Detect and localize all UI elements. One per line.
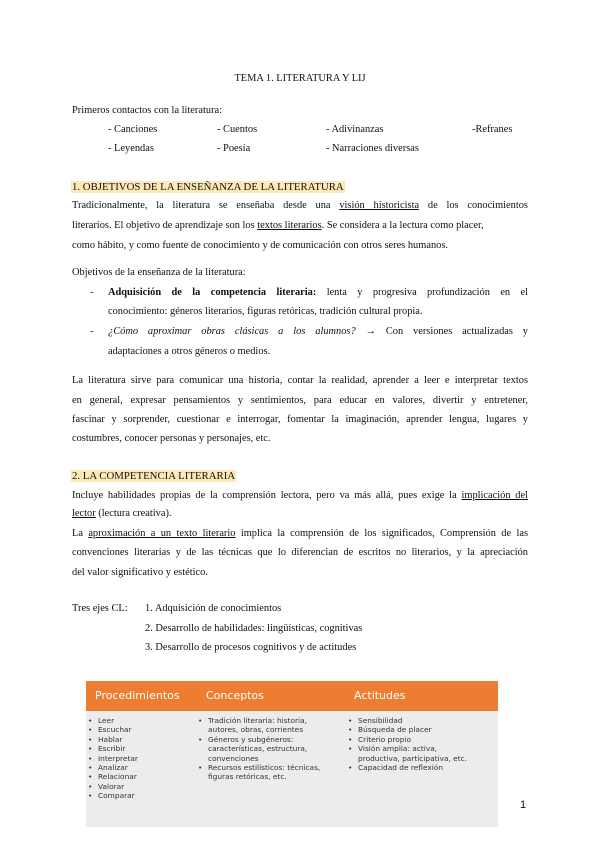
text-fragment: literarios. El objetivo de aprendizaje son los [72, 220, 255, 231]
paragraph-line: fascinar y sorprender, cuestionar e interrogar, fomentar la imaginación, aprender lengua, lugares y [72, 414, 528, 425]
axis-item: 3. Desarrollo de procesos cognitivos y de actitudes [145, 642, 357, 653]
section2-line: del valor significativo y estético. [72, 567, 208, 578]
table-header [86, 681, 498, 711]
list-item: características, estructura, [208, 744, 308, 754]
text-fragment: (lectura creativa). [98, 508, 172, 519]
section-heading-2-text: 2. LA COMPETENCIA LITERARIA [72, 470, 236, 482]
intro-item: - Canciones [108, 124, 158, 135]
section2-line [72, 507, 172, 521]
intro-item: - Adivinanzas [326, 124, 384, 135]
intro-item: - Cuentos [217, 124, 258, 135]
section2-line: convenciones literarias y de las técnicas que lo diferencian de escritos no literarios, y la apreciación [72, 547, 528, 558]
header-actitudes: Actitudes [354, 689, 406, 702]
bold-term: Adquisición de la competencia literaria: [108, 287, 317, 298]
list-item: • Tradición literaria: historia, [196, 716, 320, 725]
list-item: • Géneros y subgéneros: [196, 735, 320, 744]
text-fragment: implica la comprensión de los significados, Comprensión de las [240, 528, 528, 539]
underlined-term: visión historicista [339, 200, 420, 211]
objective-bullet-1-cont: conocimiento: géneros literarios, figuras retóricas, tradición cultural propia. [108, 306, 423, 317]
list-item: • Comparar [86, 791, 138, 800]
axis-item: 1. Adquisición de conocimientos [145, 603, 282, 614]
axes-label: Tres ejes CL: [72, 603, 128, 614]
bullet-dash: - [90, 287, 94, 298]
underlined-term: lector [72, 508, 96, 519]
page-number: 1 [520, 799, 527, 811]
list-item: • Escribir [86, 744, 138, 753]
cl-table [86, 681, 498, 827]
section-heading-2 [71, 469, 236, 484]
list-item: • Criterio propio [346, 735, 467, 744]
intro-item: -Refranes [472, 124, 513, 135]
list-item: • Capacidad de reflexión [346, 763, 467, 772]
header-procedimientos: Procedimientos [95, 689, 180, 702]
text-fragment: lenta y progresiva profundización en el [326, 287, 528, 298]
section1-line [72, 219, 484, 233]
section-heading-1-text: 1. OBJETIVOS DE LA ENSEÑANZA DE LA LITERATURA [72, 181, 344, 193]
intro-item: - Poesía [217, 143, 251, 154]
intro-item: - Leyendas [108, 143, 154, 154]
section1-line [72, 199, 528, 213]
text-fragment: de los conocimientos [427, 200, 528, 211]
list-item: convenciones [208, 753, 259, 763]
objective-bullet-1 [108, 286, 528, 300]
list-item: productiva, participativa, etc. [358, 753, 468, 763]
list-item: figuras retóricas, etc. [208, 772, 287, 782]
axis-item: 2. Desarrollo de habilidades: lingüísticas, cognitivas [145, 623, 363, 634]
list-item: • Valorar [86, 782, 138, 791]
objective-bullet-2-cont: adaptaciones a otros géneros o medios. [108, 346, 271, 357]
list-item: autores, obras, corrientes [208, 725, 304, 735]
page-title: TEMA 1. LITERATURA Y LIJ [234, 73, 366, 84]
section2-line [72, 489, 528, 503]
italic-question: ¿Cómo aproximar obras clásicas a los alumnos? [108, 326, 356, 337]
objective-bullet-2 [108, 325, 528, 339]
list-item: • Relacionar [86, 772, 138, 781]
underlined-term: aproximación a un texto literario [88, 528, 236, 539]
list-item: • Sensibilidad [346, 716, 467, 725]
header-conceptos: Conceptos [206, 689, 264, 702]
text-fragment: Incluye habilidades propias de la comprensión lectora, pero va más allá, pues exige la [72, 490, 457, 501]
text-fragment: Tradicionalmente, la literatura se enseñaba desde una [72, 200, 331, 211]
list-item: • Analizar [86, 763, 138, 772]
list-item: • Interpretar [86, 754, 138, 763]
section2-line [72, 527, 528, 541]
intro-text: Primeros contactos con la literatura: [72, 105, 223, 116]
section-heading-1 [71, 180, 345, 195]
underlined-term: textos literarios [257, 220, 322, 231]
list-item: • Leer [86, 716, 138, 725]
bullet-dash: - [90, 326, 94, 337]
table-body [86, 711, 498, 827]
intro-item: - Narraciones diversas [326, 143, 419, 154]
list-item: • Escuchar [86, 725, 138, 734]
paragraph-line: costumbres, conocer personas y personajes, etc. [72, 433, 271, 444]
list-item: • Recursos estilísticos: técnicas, [196, 763, 320, 772]
text-fragment: → Con versiones actualizadas y [365, 326, 528, 337]
underlined-term: implicación del [461, 490, 528, 501]
text-fragment: La [72, 528, 83, 539]
list-item: • Visión amplia: activa, [346, 744, 467, 753]
column-conceptos [196, 716, 320, 782]
paragraph-line: La literatura sirve para comunicar una historia, contar la realidad, aprender a leer e interpretar textos [72, 375, 528, 386]
list-item: • Búsqueda de placer [346, 725, 467, 734]
column-actitudes [346, 716, 467, 772]
objectives-label: Objetivos de la enseñanza de la literatura: [72, 267, 246, 278]
list-item: • Hablar [86, 735, 138, 744]
column-procedimientos [86, 716, 138, 801]
section1-line: como hábito, y como fuente de conocimiento y de comunicación con otros seres humanos. [72, 240, 448, 251]
paragraph-line: en general, expresar pensamientos y sentimientos, para educar en valores, divertir y entretener, [72, 395, 528, 406]
text-fragment: . Se considera a la lectura como placer, [321, 220, 484, 231]
